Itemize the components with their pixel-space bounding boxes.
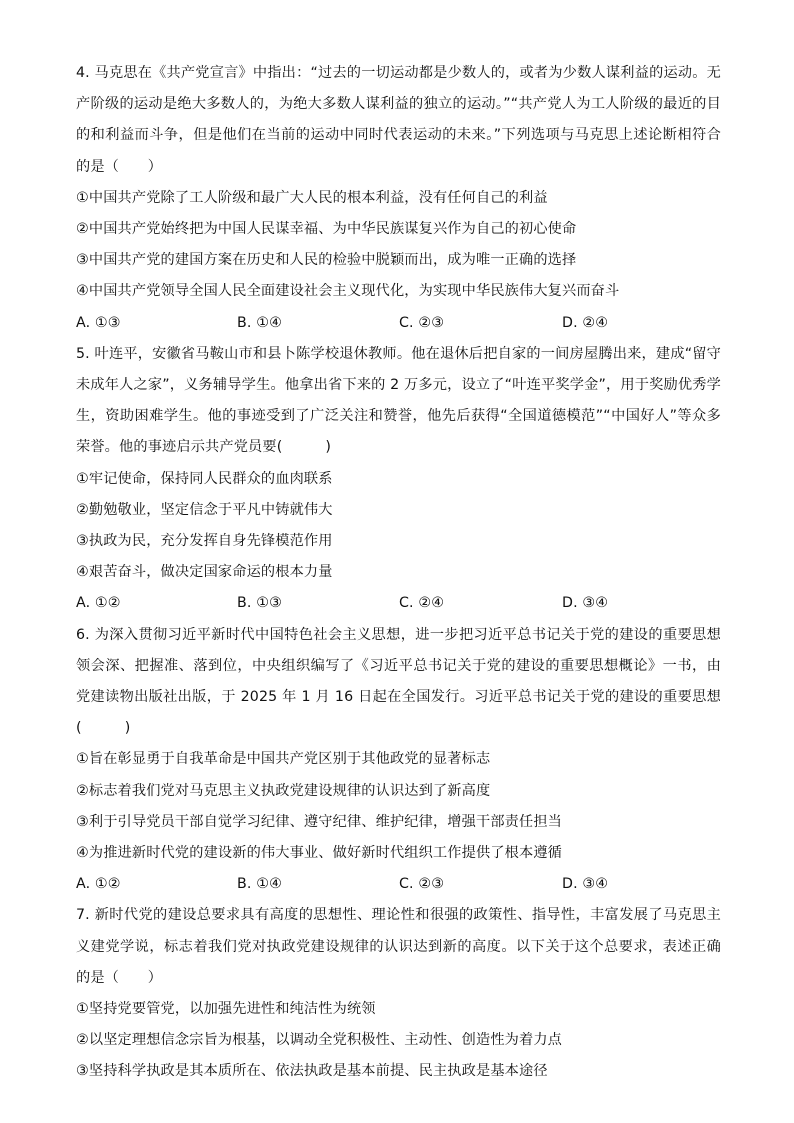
question-5-stem: 5. 叶连平，安徽省马鞍山市和县卜陈学校退休教师。他在退休后把自家的一间房屋腾出来，建成“留守未成年人之家”，义务辅导学生。他拿出省下来的 2 万多元，设立了“叶连平奖学金”，用于奖励优秀学生，资助困难学生。他的事迹受到了广泛关注和赞誉，他先后获得“全国道德模范”“中国好人”等众多荣誉。他的事迹启示共产党员要( ) xyxy=(76,345,721,456)
question-4-option-b: B. ①④ xyxy=(237,314,282,331)
question-5-option-a: A. ①② xyxy=(76,595,121,612)
question-7 xyxy=(76,900,721,1087)
question-5-option-d: D. ③④ xyxy=(562,595,609,612)
question-6-options xyxy=(76,869,721,900)
question-6-statement-1: ①旨在彰显勇于自我革命是中国共产党区别于其他政党的显著标志 xyxy=(76,751,491,768)
question-5-statement-1: ①牢记使命，保持同人民群众的血肉联系 xyxy=(76,470,333,487)
question-4-statement-3: ③中国共产党的建国方案在历史和人民的检验中脱颖而出，成为唯一正确的选择 xyxy=(76,252,577,269)
question-5-option-b: B. ①③ xyxy=(237,595,282,612)
question-6-statement-3: ③利于引导党员干部自觉学习纪律、遵守纪律、维护纪律，增强干部责任担当 xyxy=(76,813,563,830)
question-4-option-d: D. ②④ xyxy=(562,314,609,331)
question-6-option-a: A. ①② xyxy=(76,876,121,893)
question-7-statement-1: ①坚持党要管党，以加强先进性和纯洁性为统领 xyxy=(76,1001,376,1018)
question-7-stem: 7. 新时代党的建设总要求具有高度的思想性、理论性和很强的政策性、指导性，丰富发展了马克思主义建党学说，标志着我们党对执政党建设规律的认识达到新的高度。以下关于这个总要求，表述正确的是（ ） xyxy=(76,907,721,986)
question-5-options xyxy=(76,588,721,619)
question-5-option-c: C. ②④ xyxy=(399,595,445,612)
question-6-option-b: B. ①④ xyxy=(237,876,282,893)
question-6-stem: 6. 为深入贯彻习近平新时代中国特色社会主义思想，进一步把习近平总书记关于党的建设的重要思想领会深、把握准、落到位，中央组织编写了《习近平总书记关于党的建设的重要思想概论》一书，由党建读物出版社出版，于 2025 年 1 月 16 日起在全国发行。习近平总书记关于党的建设的重要思想( ) xyxy=(76,626,721,737)
question-4-options xyxy=(76,308,721,339)
question-4-stem: 4. 马克思在《共产党宣言》中指出：“过去的一切运动都是少数人的，或者为少数人谋利益的运动。无产阶级的运动是绝大多数人的，为绝大多数人谋利益的独立的运动。”“共产党人为工人阶级的最近的目的和利益而斗争，但是他们在当前的运动中同时代表运动的未来。”下列选项与马克思上述论断相符合的是（ ） xyxy=(76,65,721,175)
question-7-statement-3: ③坚持科学执政是其本质所在、依法执政是基本前提、民主执政是基本途径 xyxy=(76,1063,548,1080)
question-4-statement-2: ②中国共产党始终把为中国人民谋幸福、为中华民族谋复兴作为自己的初心使命 xyxy=(76,221,577,238)
question-6 xyxy=(76,620,721,901)
question-7-statement-2: ②以坚定理想信念宗旨为根基，以调动全党积极性、主动性、创造性为着力点 xyxy=(76,1032,563,1049)
question-5 xyxy=(76,339,721,620)
question-4 xyxy=(76,58,721,339)
question-6-option-c: C. ②③ xyxy=(399,876,445,893)
question-4-option-c: C. ②③ xyxy=(399,314,445,331)
question-5-statement-2: ②勤勉敬业，坚定信念于平凡中铸就伟大 xyxy=(76,501,333,518)
question-5-statement-3: ③执政为民，充分发挥自身先锋模范作用 xyxy=(76,533,333,550)
question-4-statement-1: ①中国共产党除了工人阶级和最广大人民的根本利益，没有任何自己的利益 xyxy=(76,189,548,206)
question-6-statement-4: ④为推进新时代党的建设新的伟大事业、做好新时代组织工作提供了根本遵循 xyxy=(76,845,563,862)
question-4-statement-4: ④中国共产党领导全国人民全面建设社会主义现代化，为实现中华民族伟大复兴而奋斗 xyxy=(76,283,620,300)
question-6-option-d: D. ③④ xyxy=(562,876,609,893)
document-page xyxy=(76,58,721,1088)
question-4-option-a: A. ①③ xyxy=(76,314,121,331)
question-5-statement-4: ④艰苦奋斗，做决定国家命运的根本力量 xyxy=(76,564,333,581)
question-6-statement-2: ②标志着我们党对马克思主义执政党建设规律的认识达到了新高度 xyxy=(76,782,491,799)
